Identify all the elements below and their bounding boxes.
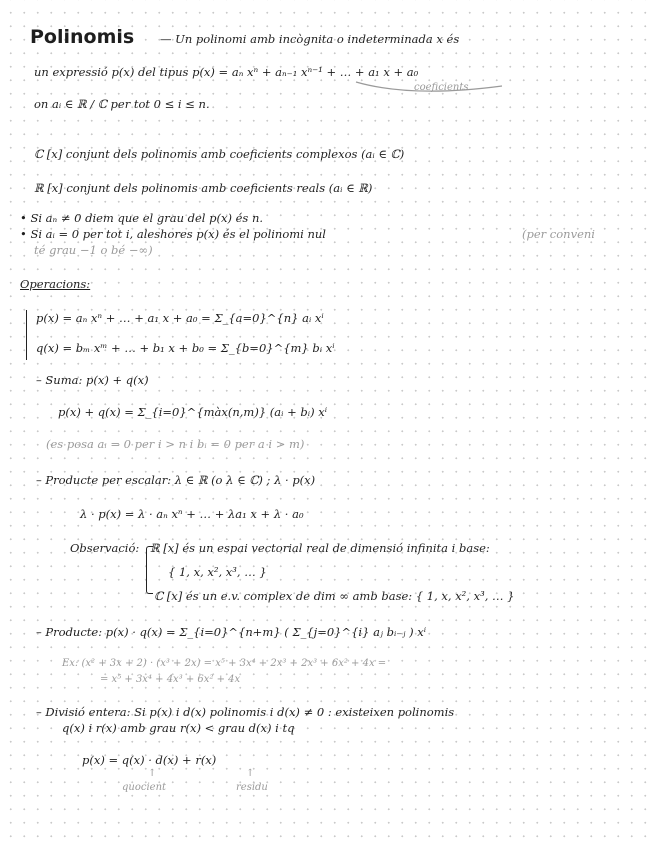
bullet-degree: • Si aₙ ≠ 0 diem que el grau del p(x) és n. xyxy=(20,211,264,225)
division-formula: p(x) = q(x) · d(x) + r(x) xyxy=(82,753,217,767)
scalar-product-heading: – Producte per escalar: λ ∈ ℝ (o λ ∈ ℂ) ; λ · p(x) xyxy=(36,473,316,487)
scalar-product-formula: λ · p(x) = λ · aₙ xⁿ + … + λa₁ x + λ · a₀ xyxy=(80,507,304,521)
quotient-arrow-icon: ↑ xyxy=(148,768,157,779)
product-example-line-2: = x⁵ + 3x⁴ + 4x³ + 6x² + 4x xyxy=(100,674,241,685)
intro-line-3: on aᵢ ∈ ℝ / ℂ per tot 0 ≤ i ≤ n. xyxy=(34,97,210,111)
division-line-2: q(x) i r(x) amb grau r(x) < grau d(x) i tq xyxy=(62,721,295,735)
intro-line-1: — Un polinomi amb incògnita o indeterminada x és xyxy=(160,32,460,46)
observation-line-1: ℝ [x] és un espai vectorial real de dimensió infinita i base: xyxy=(150,541,490,555)
page-title: Polinomis xyxy=(30,26,135,48)
product-formula: – Producte: p(x) · q(x) = Σ_{i=0}^{n+m} ( Σ_{j=0}^{i} aⱼ bᵢ₋ⱼ ) xⁱ xyxy=(36,625,427,639)
sum-note: (es posa aᵢ = 0 per i > n i bᵢ = 0 per a i > m) xyxy=(46,437,305,451)
bullet-null-polynomial: • Si aᵢ = 0 per tot i, aleshores p(x) és el polinomi nul xyxy=(20,227,326,241)
observation-label: Observació: xyxy=(70,541,140,555)
q-definition: q(x) = bₘ xᵐ + … + b₁ x + b₀ = Σ_{b=0}^{m} bᵢ xⁱ xyxy=(36,341,335,355)
bullet-null-note-b: té grau −1 o bé −∞) xyxy=(34,243,153,257)
sum-formula: p(x) + q(x) = Σ_{i=0}^{màx(n,m)} (aᵢ + bᵢ) xⁱ xyxy=(58,405,328,419)
division-line-1: – Divisió entera: Si p(x) i d(x) polinomis i d(x) ≠ 0 : existeixen polinomis xyxy=(36,705,455,719)
complex-set-line: ℂ [x] conjunt dels polinomis amb coeficients complexos (aᵢ ∈ ℂ) xyxy=(34,147,405,161)
p-definition: p(x) = aₙ xⁿ + … + a₁ x + a₀ = Σ_{a=0}^{n} aᵢ xⁱ xyxy=(36,311,324,325)
quotient-label: quocient xyxy=(122,782,167,793)
bullet-null-note-a: (per conveni xyxy=(522,227,595,241)
product-example-line-1: Ex: (x² + 3x + 2) · (x³ + 2x) = x⁵ + 3x⁴ + 2x³ + 2x³ + 6x² + 4x = xyxy=(62,658,387,669)
real-set-line: ℝ [x] conjunt dels polinomis amb coeficients reals (aᵢ ∈ ℝ) xyxy=(34,181,373,195)
residue-label: residu xyxy=(236,782,268,793)
operations-heading: Operacions: xyxy=(20,277,91,291)
observation-line-2: { 1, x, x², x³, … } xyxy=(168,565,267,579)
sum-heading: – Suma: p(x) + q(x) xyxy=(36,373,149,387)
residue-arrow-icon: ↑ xyxy=(246,768,255,779)
coefficient-note: coeficients xyxy=(414,82,469,93)
observation-line-3: ℂ [x] és un e.v. complex de dim ∞ amb base: { 1, x, x², x³, … } xyxy=(154,589,515,603)
intro-line-2: un expressió p(x) del tipus p(x) = aₙ xⁿ + aₙ₋₁ xⁿ⁻¹ + … + a₁ x + a₀ xyxy=(34,65,419,79)
definition-brace xyxy=(26,310,27,360)
